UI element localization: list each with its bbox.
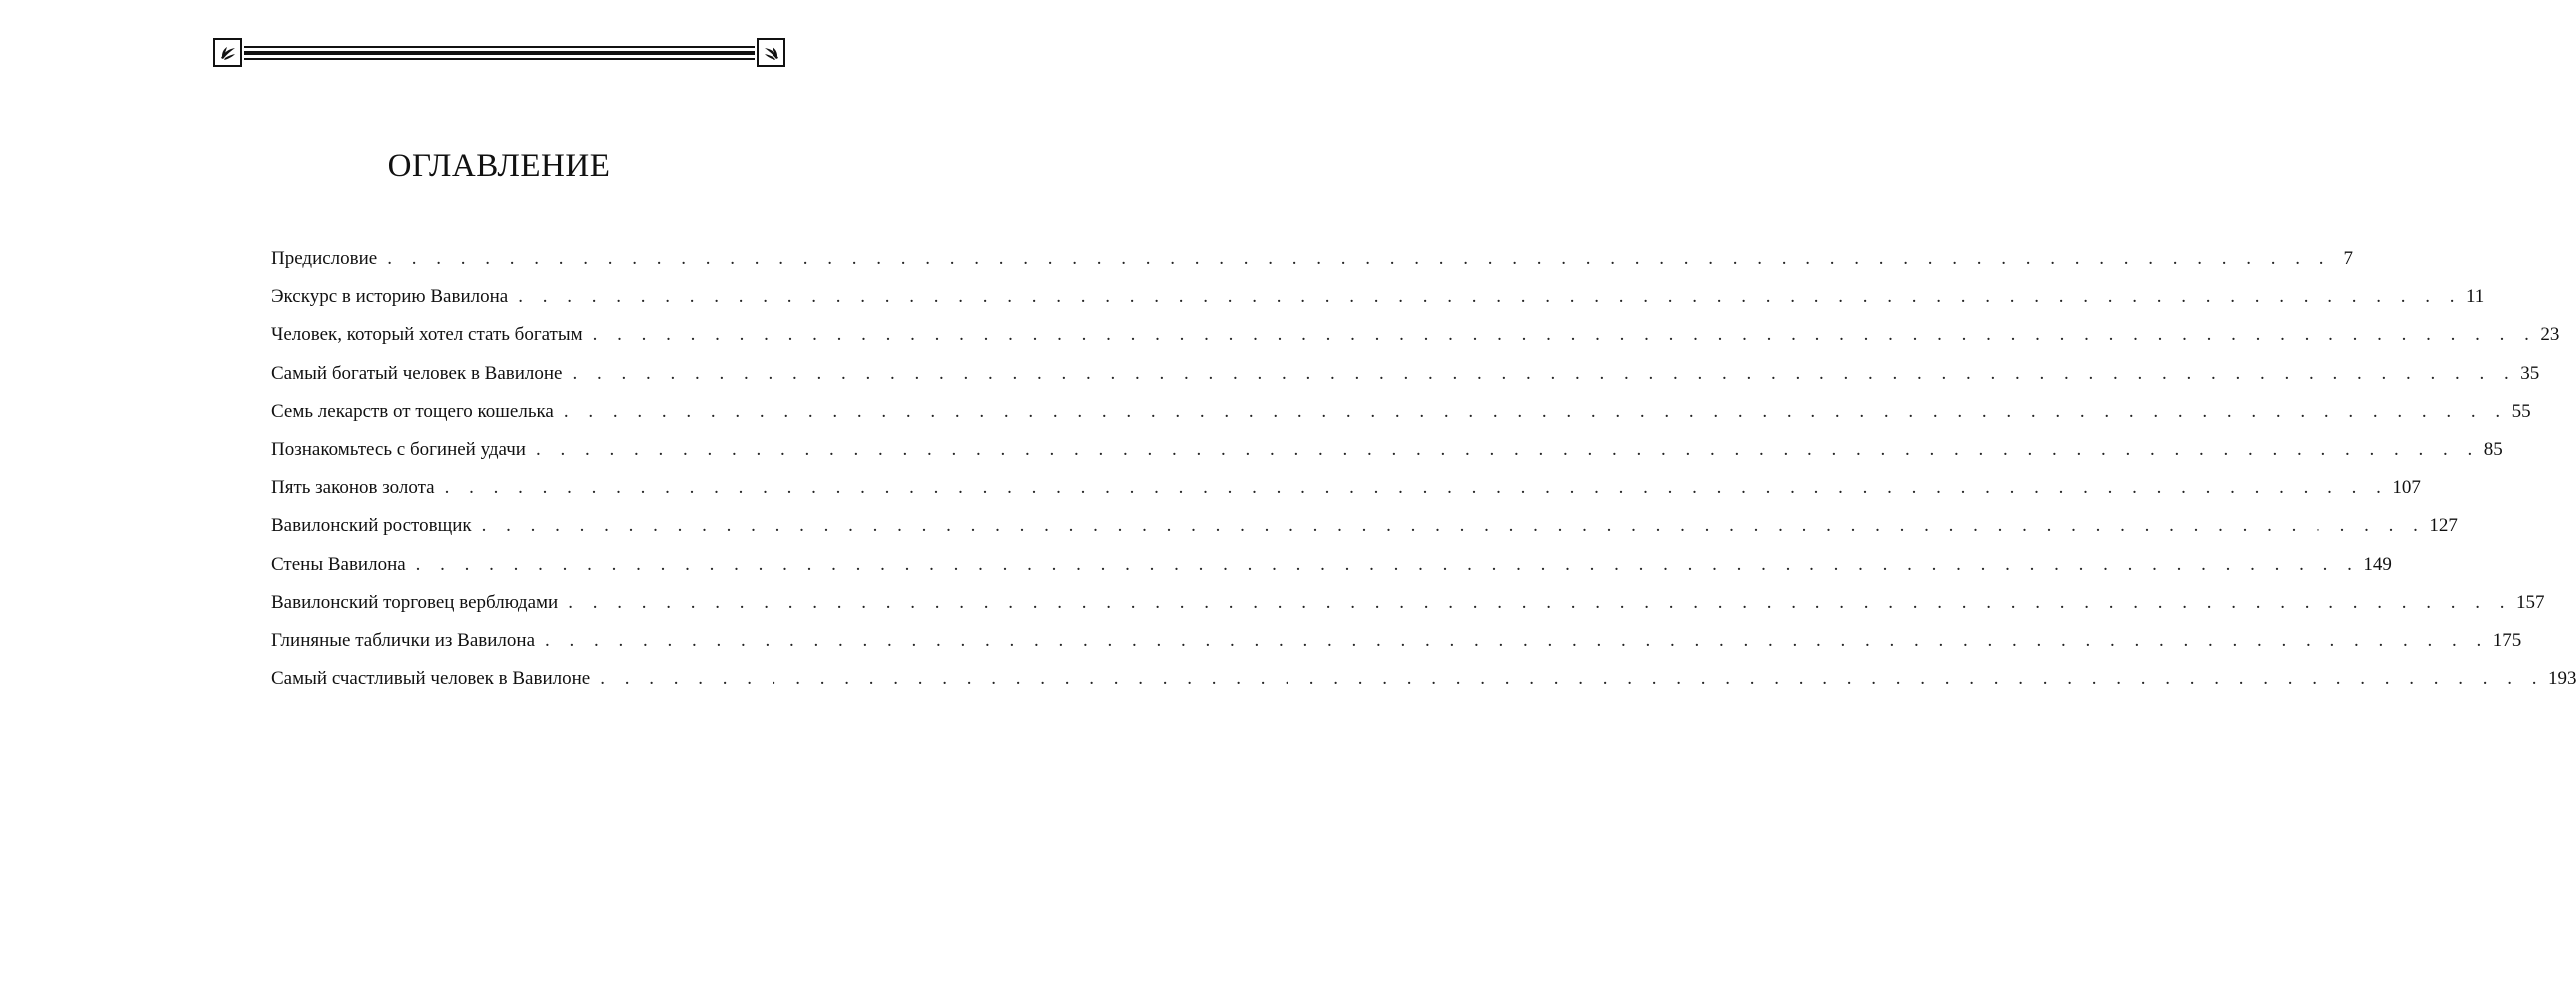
toc-entry-page-number: 193 xyxy=(2547,668,2576,690)
ornament-rule-top xyxy=(244,46,755,48)
toc-entry-page-number: 127 xyxy=(2429,515,2458,537)
toc-entry-title: Глиняные таблички из Вавилона xyxy=(271,629,535,651)
toc-entry-title: Познакомьтесь с богиней удачи xyxy=(271,438,526,460)
toc-entry-title: Человек, который хотел стать богатым xyxy=(271,324,583,346)
dot-leader: . . . . . . . . . . . . . . . . . . . . . . . . . . . . . . . . . . . . . . . . . . . . . . . . . . . . . . . . . . . . . . . . . . . . . . . . . . . . . . . . xyxy=(535,438,2480,460)
dot-leader: . . . . . . . . . . . . . . . . . . . . . . . . . . . . . . . . . . . . . . . . . . . . . . . . . . . . . . . . . . . . . . . . . . . . . . . . . . . . . . . . xyxy=(545,629,2489,651)
toc-entry-page-number: 157 xyxy=(2515,591,2545,613)
toc-entry-page-number: 149 xyxy=(2363,553,2392,575)
toc-entry[interactable] xyxy=(271,361,2540,399)
leaf-sprig-icon xyxy=(762,43,781,63)
toc-entry-page-number: 11 xyxy=(2465,286,2485,308)
dot-leader: . . . . . . . . . . . . . . . . . . . . . . . . . . . . . . . . . . . . . . . . . . . . . . . . . . . . . . . . . . . . . . . . . . . . . . . . . . . . . . . . xyxy=(387,249,2331,269)
table-of-contents xyxy=(271,247,2576,704)
toc-entry[interactable] xyxy=(271,590,2545,628)
toc-entry[interactable] xyxy=(271,322,2560,360)
toc-entry[interactable] xyxy=(271,247,2353,284)
toc-entry[interactable] xyxy=(271,552,2392,590)
toc-entry[interactable] xyxy=(271,437,2503,475)
toc-entry-title: Вавилонский ростовщик xyxy=(271,515,472,537)
toc-entry-page-number: 175 xyxy=(2492,629,2522,651)
ornament-box-right xyxy=(757,38,785,67)
dot-leader: . . . . . . . . . . . . . . . . . . . . . . . . . . . . . . . . . . . . . . . . . . . . . . . . . . . . . . . . . . . . . . . . . . . . . . . . . . . . . . . . xyxy=(481,515,2426,537)
toc-entry-title: Пять законов золота xyxy=(271,477,435,499)
toc-entry[interactable] xyxy=(271,475,2421,513)
ornament-rule-bottom xyxy=(244,58,755,60)
dot-leader: . . . . . . . . . . . . . . . . . . . . . . . . . . . . . . . . . . . . . . . . . . . . . . . . . . . . . . . . . . . . . . . . . . . . . . . . . . . . . . . . xyxy=(518,286,2462,308)
toc-entry-page-number: 23 xyxy=(2540,324,2560,346)
dot-leader: . . . . . . . . . . . . . . . . . . . . . . . . . . . . . . . . . . . . . . . . . . . . . . . . . . . . . . . . . . . . . . . . . . . . . . . . . . . . . . . . xyxy=(568,591,2512,613)
toc-entry-page-number: 7 xyxy=(2343,249,2353,269)
dot-leader: . . . . . . . . . . . . . . . . . . . . . . . . . . . . . . . . . . . . . . . . . . . . . . . . . . . . . . . . . . . . . . . . . . . . . . . . . . . . . . . . xyxy=(600,668,2544,690)
dot-leader: . . . . . . . . . . . . . . . . . . . . . . . . . . . . . . . . . . . . . . . . . . . . . . . . . . . . . . . . . . . . . . . . . . . . . . . . . . . . . . . . xyxy=(563,400,2508,422)
toc-entry[interactable] xyxy=(271,399,2531,437)
dot-leader: . . . . . . . . . . . . . . . . . . . . . . . . . . . . . . . . . . . . . . . . . . . . . . . . . . . . . . . . . . . . . . . . . . . . . . . . . . . . . . . . xyxy=(444,477,2389,499)
toc-entry[interactable] xyxy=(271,666,2576,704)
toc-entry-page-number: 85 xyxy=(2483,438,2503,460)
ornament-rule-middle xyxy=(244,51,755,55)
toc-entry-title: Предисловие xyxy=(271,249,378,269)
toc-entry-title: Вавилонский торговец верблюдами xyxy=(271,591,559,613)
toc-entry-title: Самый счастливый человек в Вавилоне xyxy=(271,668,591,690)
toc-entry-title: Семь лекарств от тощего кошелька xyxy=(271,400,554,422)
toc-entry[interactable] xyxy=(271,628,2522,666)
toc-entry-page-number: 35 xyxy=(2520,362,2540,384)
toc-entry[interactable] xyxy=(271,513,2458,551)
toc-entry[interactable] xyxy=(271,284,2485,322)
toc-entry-page-number: 107 xyxy=(2392,477,2421,499)
header-ornament xyxy=(213,38,785,71)
ornament-box-left xyxy=(213,38,242,67)
toc-entry-title: Экскурс в историю Вавилона xyxy=(271,286,509,308)
toc-entry-title: Самый богатый человек в Вавилоне xyxy=(271,362,563,384)
dot-leader: . . . . . . . . . . . . . . . . . . . . . . . . . . . . . . . . . . . . . . . . . . . . . . . . . . . . . . . . . . . . . . . . . . . . . . . . . . . . . . . . xyxy=(572,362,2517,384)
dot-leader: . . . . . . . . . . . . . . . . . . . . . . . . . . . . . . . . . . . . . . . . . . . . . . . . . . . . . . . . . . . . . . . . . . . . . . . . . . . . . . . . xyxy=(415,553,2360,575)
leaf-sprig-icon xyxy=(218,43,238,63)
page-title: ОГЛАВЛЕНИЕ xyxy=(387,148,611,184)
dot-leader: . . . . . . . . . . . . . . . . . . . . . . . . . . . . . . . . . . . . . . . . . . . . . . . . . . . . . . . . . . . . . . . . . . . . . . . . . . . . . . . . xyxy=(592,324,2537,346)
toc-entry-page-number: 55 xyxy=(2511,400,2531,422)
toc-entry-title: Стены Вавилона xyxy=(271,553,406,575)
